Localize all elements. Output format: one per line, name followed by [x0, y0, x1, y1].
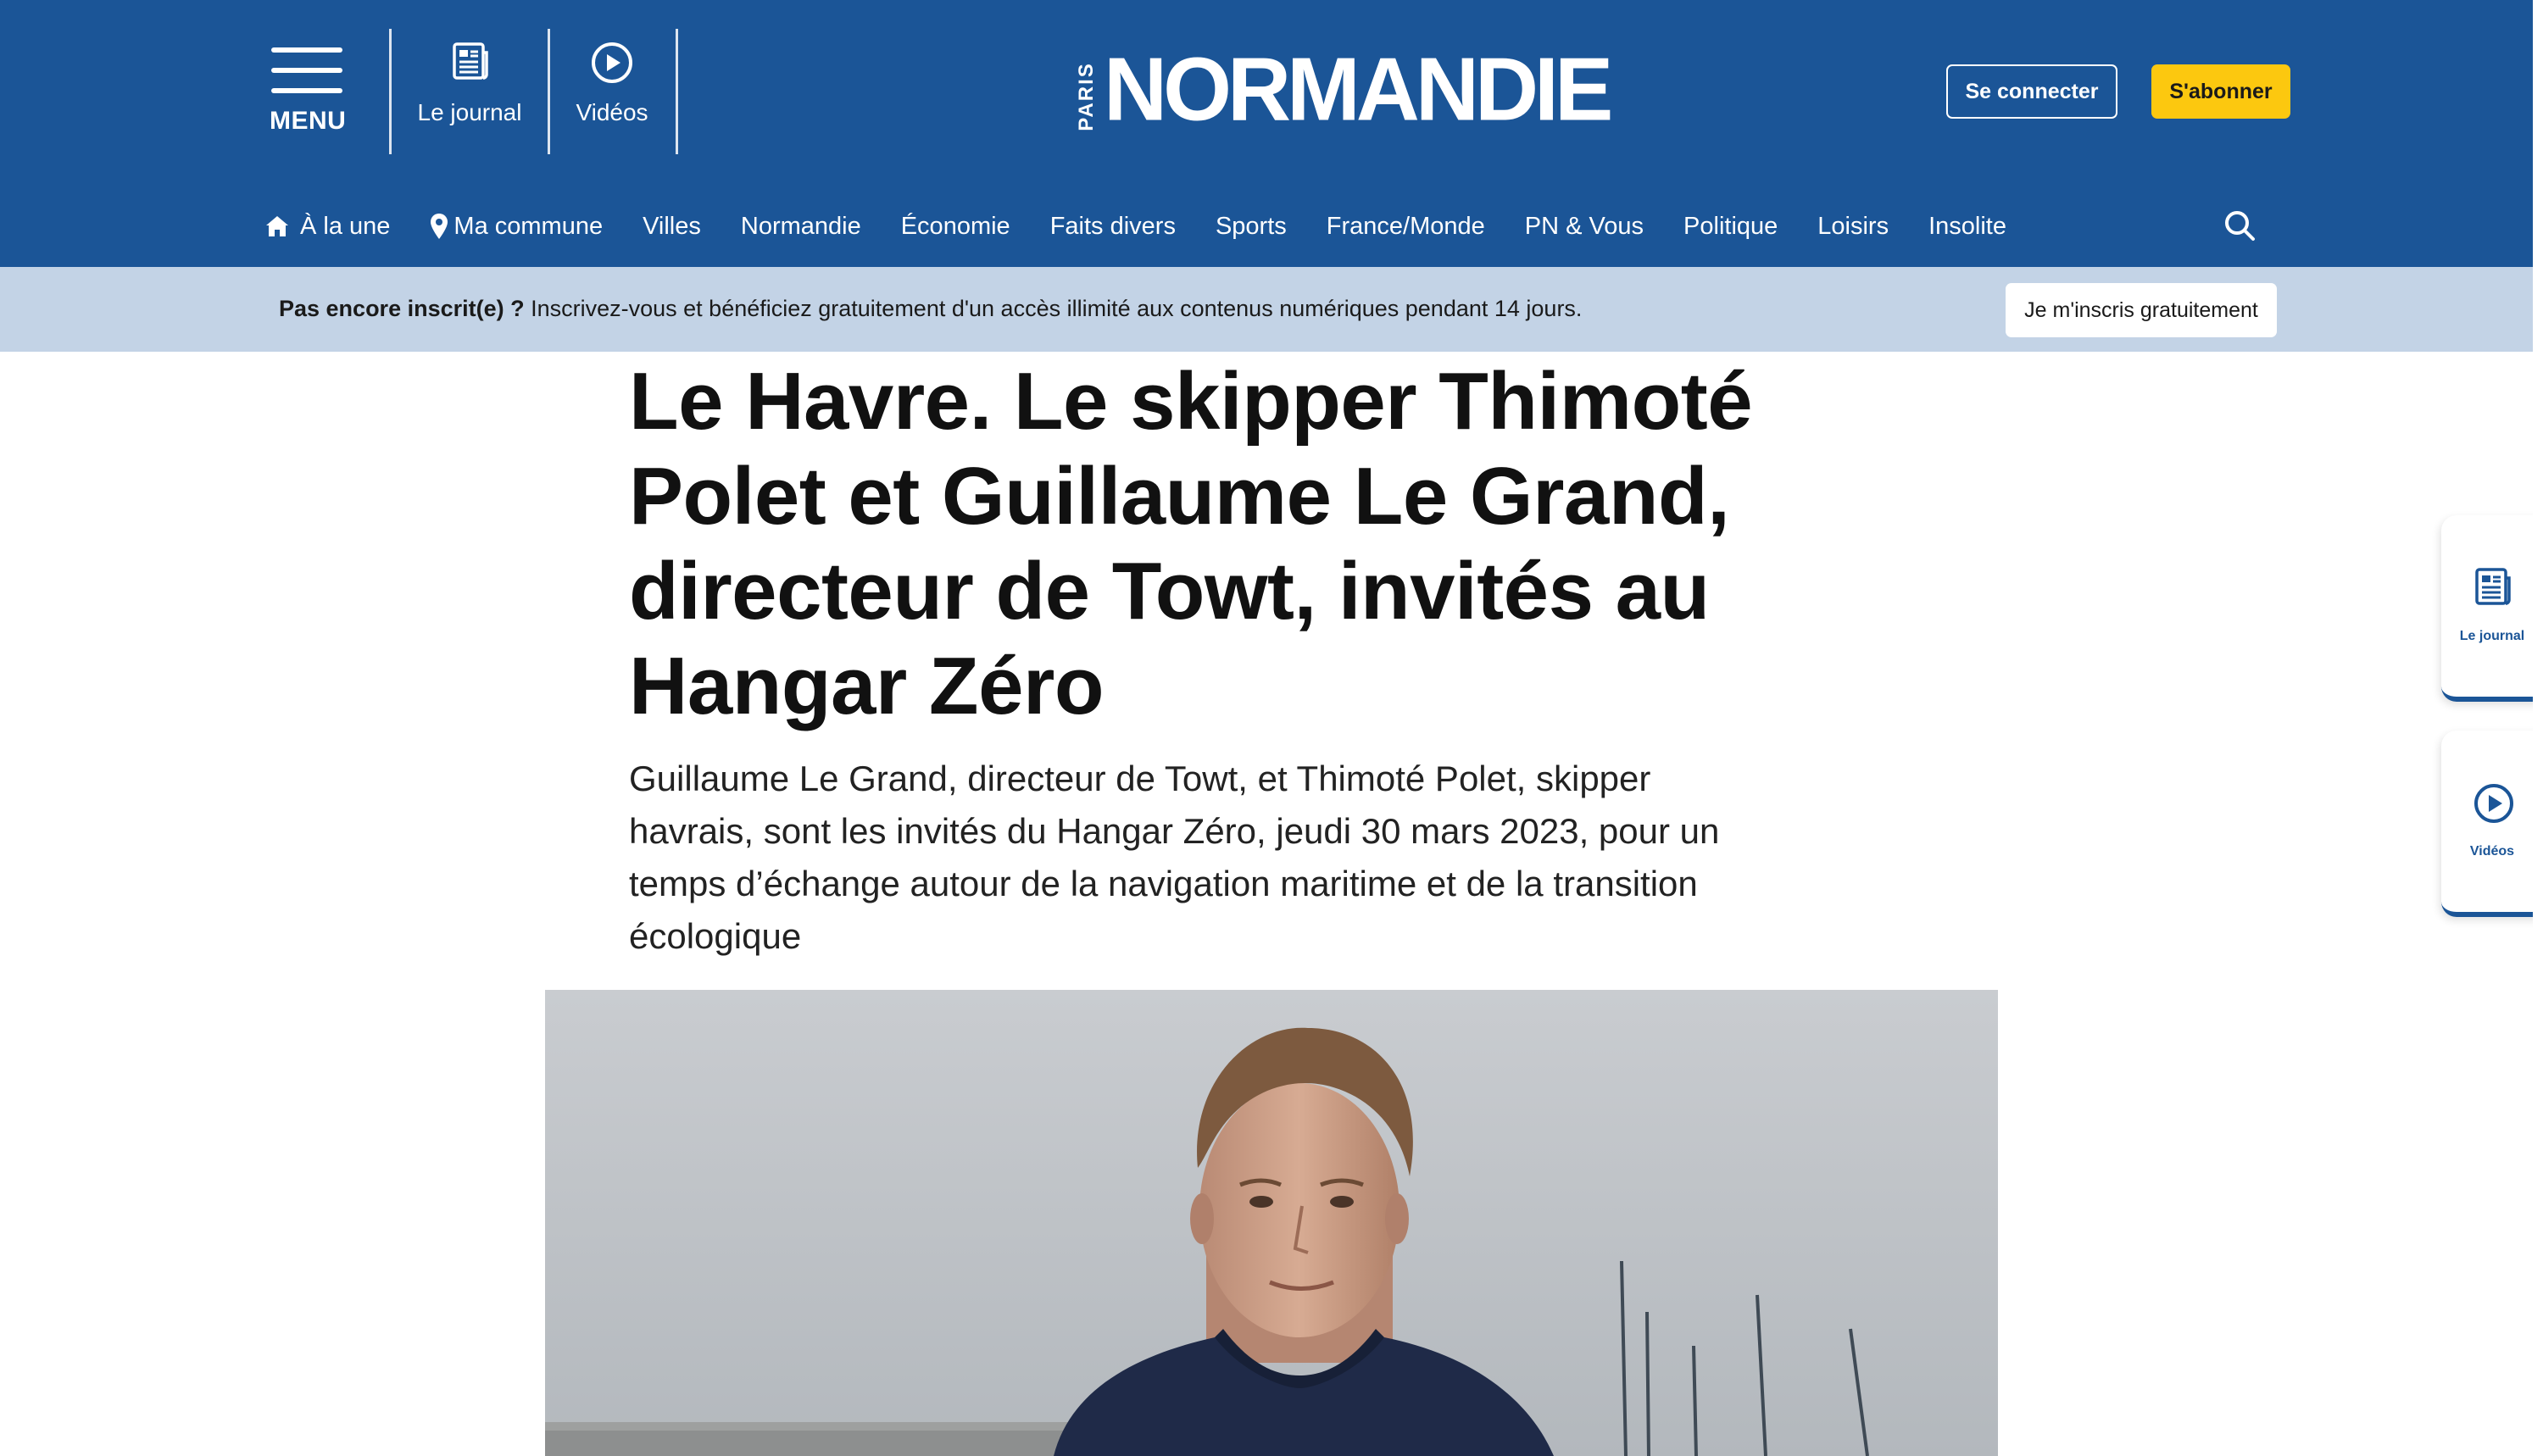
nav-item-label: PN & Vous [1524, 212, 1644, 240]
banner-text [279, 296, 1582, 322]
logo-prefix-text: PARIS [1075, 62, 1098, 131]
nav-item-pn-et-vous[interactable] [1525, 213, 1644, 241]
article-photo [545, 990, 1998, 1456]
free-signup-button[interactable]: Je m'inscris gratuitement [2006, 283, 2277, 337]
logo-prefix [1075, 61, 1099, 132]
nav-item-label: Sports [1215, 212, 1287, 240]
nav-item-label: France/Monde [1326, 212, 1485, 240]
side-tab-videos[interactable] [2441, 731, 2543, 917]
journal-link[interactable] [415, 41, 524, 126]
nav-item-label: Normandie [740, 212, 861, 240]
nav-item-economie[interactable] [901, 213, 1010, 241]
menu-label: MENU [270, 107, 347, 135]
nav-item-loisirs[interactable] [1817, 213, 1889, 241]
hamburger-icon [271, 47, 342, 53]
nav-item-label: Économie [900, 212, 1010, 240]
nav-item-label: Ma commune [454, 212, 604, 240]
article-lede: Guillaume Le Grand, directeur de Towt, et Thimoté Polet, skipper havrais, sont les invités du Hangar Zéro, jeudi 30 mars 2023, pour un temps d’échange autour de la navigation maritime et de la transition écologique [629, 759, 1720, 956]
signup-banner [0, 267, 2543, 352]
newspaper-icon [449, 41, 490, 81]
nav-item-faits-divers[interactable] [1050, 213, 1176, 241]
login-button[interactable]: Se connecter [1946, 64, 2117, 119]
nav-item-label: Politique [1683, 212, 1778, 240]
nav-item-label: Villes [643, 212, 701, 240]
article-photo-image [545, 990, 1998, 1456]
nav-item-insolite[interactable] [1928, 213, 2006, 241]
search-icon [2223, 208, 2256, 242]
subscribe-button[interactable]: S'abonner [2151, 64, 2290, 119]
article-title: Le Havre. Le skipper Thimoté Polet et Guillaume Le Grand, directeur de Towt, invités au Hangar Zéro [629, 356, 1753, 731]
side-tab-videos-label: Vidéos [2469, 844, 2515, 859]
nav-item-france-monde[interactable] [1327, 213, 1485, 241]
nav-item-a-la-une[interactable] [264, 213, 390, 241]
play-circle-icon [590, 41, 634, 85]
hamburger-icon-bar [271, 88, 342, 93]
side-tab-journal-label: Le journal [2459, 629, 2525, 643]
hamburger-icon-bar [271, 68, 342, 73]
search-button[interactable] [2223, 208, 2260, 246]
site-logo[interactable] [1075, 39, 1610, 141]
nav-item-ma-commune[interactable] [430, 213, 603, 241]
scrollbar-track[interactable] [2533, 0, 2543, 1456]
banner-body-text: Inscrivez-vous et bénéficiez gratuitement d'un accès illimité aux contenus numériques pendant 14 jours. [524, 296, 1583, 321]
nav-item-label: À la une [300, 212, 391, 240]
banner-bold-text: Pas encore inscrit(e) ? [279, 296, 525, 321]
nav-item-label: Faits divers [1049, 212, 1176, 240]
divider [676, 29, 678, 154]
site-header [0, 0, 2543, 267]
home-icon [264, 214, 290, 239]
side-tab-journal[interactable] [2441, 515, 2543, 702]
nav-item-sports[interactable] [1216, 213, 1287, 241]
divider [389, 29, 392, 154]
journal-label: Le journal [417, 99, 522, 125]
nav-item-label: Insolite [1928, 212, 2006, 240]
videos-label: Vidéos [576, 99, 648, 125]
nav-item-label: Loisirs [1817, 212, 1889, 240]
location-pin-icon [430, 213, 448, 240]
menu-button[interactable] [268, 44, 348, 142]
nav-item-politique[interactable] [1683, 213, 1778, 241]
main-nav [264, 205, 2046, 247]
newspaper-icon [2472, 566, 2512, 607]
nav-item-villes[interactable] [643, 213, 701, 241]
logo-name: NORMANDIE [1104, 39, 1610, 141]
videos-link[interactable] [570, 41, 654, 126]
divider [548, 29, 550, 154]
nav-item-normandie[interactable] [741, 213, 861, 241]
play-circle-icon [2472, 781, 2516, 825]
